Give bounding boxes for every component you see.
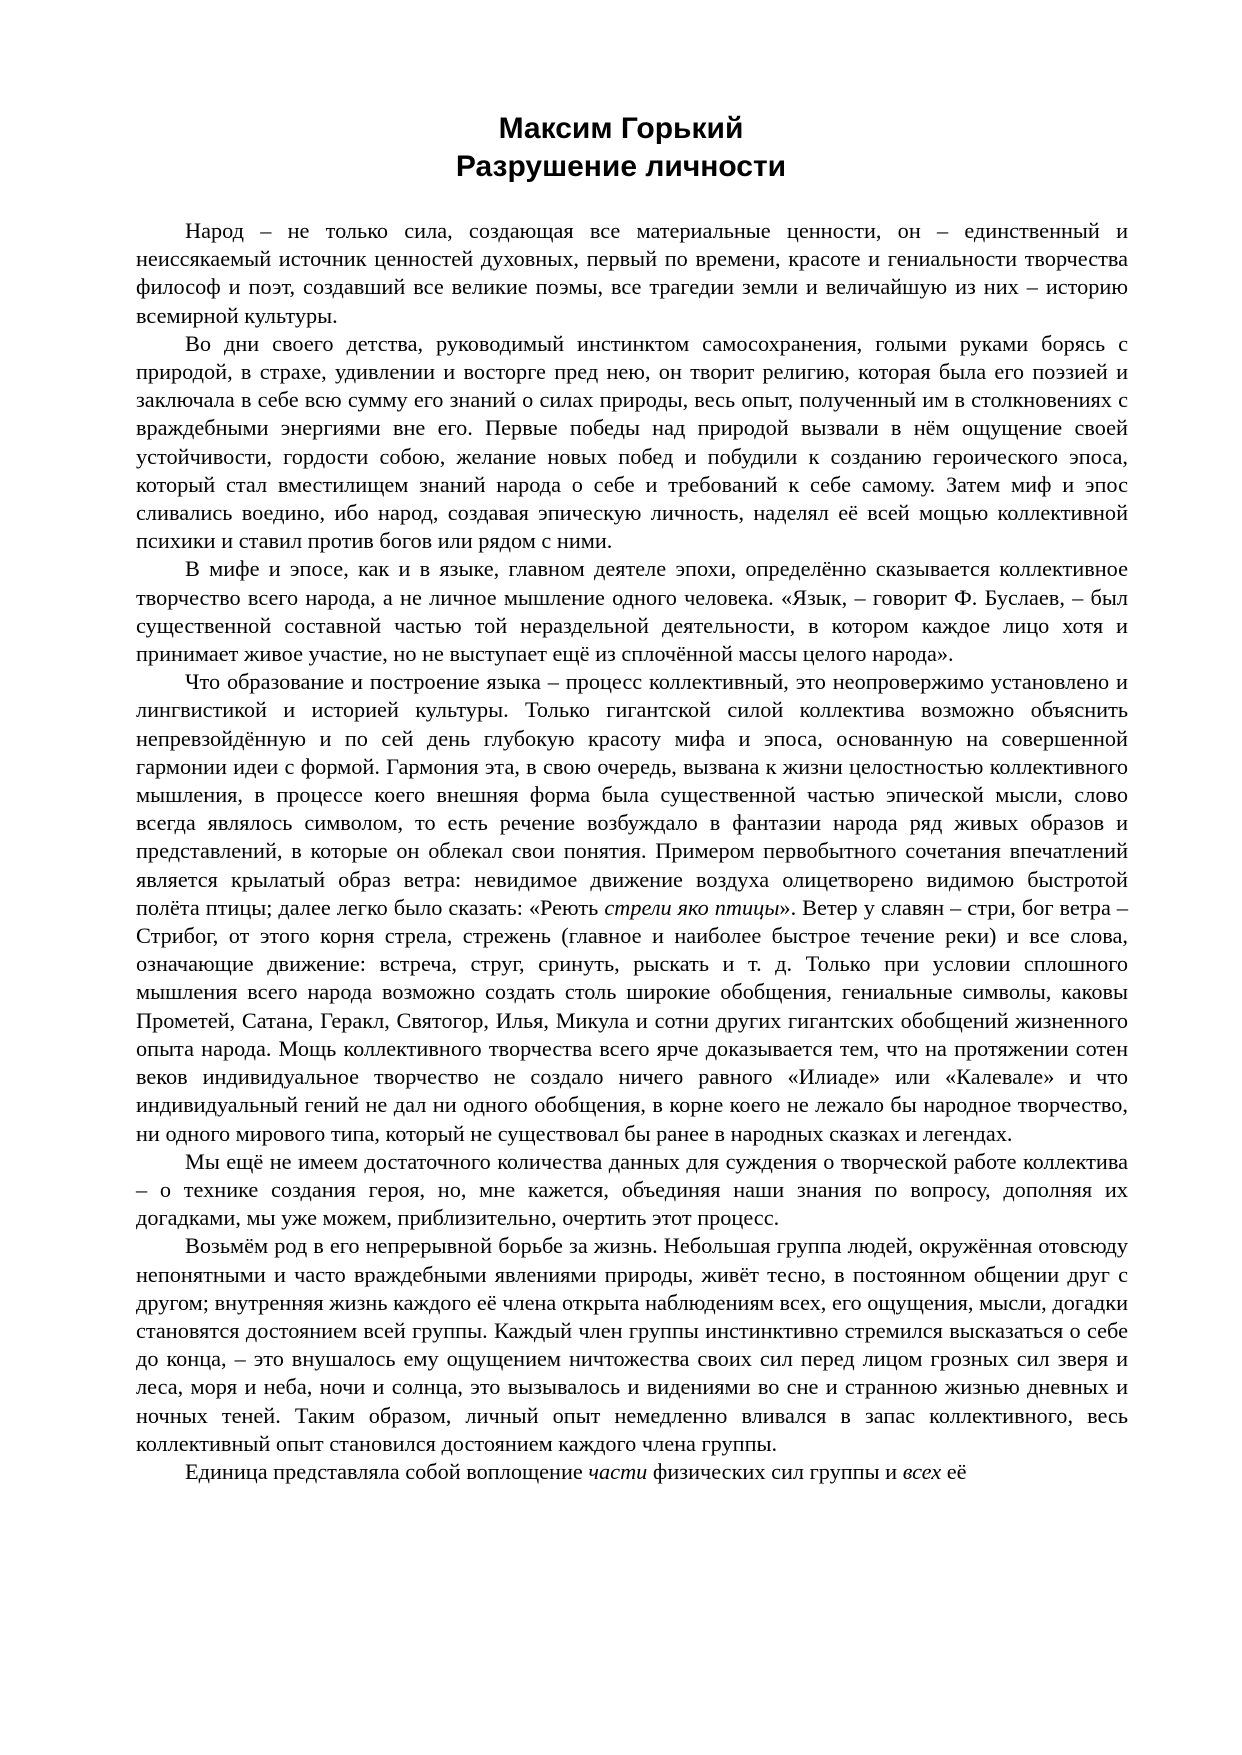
paragraph-6: Возьмём род в его непрерывной борьбе за жизнь. Небольшая группа людей, окружённая отовсюду непонятными и часто враждебными явлениями природы, живёт тесно, в постоянном общении друг с другом; внутренняя жизнь каждого её члена открыта наблюдениям всех, его ощущения, мысли, догадки становятся достоянием всей группы. Каждый член группы инстинктивно стремился высказаться о себе до конца, – это внушалось ему ощущением ничтожества своих сил перед лицом грозных сил зверя и леса, моря и неба, ночи и солнца, это вызывалось и видениями во сне и странною жизнью дневных и ночных теней. Таким образом, личный опыт немедленно вливался в запас коллективного, весь коллективный опыт становился достоянием каждого члена группы. — [136, 1233, 1128, 1456]
paragraph-7-text-2: физических сил группы и — [647, 1458, 903, 1484]
paragraph-3: В мифе и эпосе, как и в языке, главном деятеле эпохи, определённо сказывается коллективное творчество всего народа, а не личное мышление одного человека. «Язык, – говорит Ф. Буслаев, – был существенной составной частью той нераздельной деятельности, в котором каждое лицо хотя и принимает живое участие, но не выступает ещё из сплочённой массы целого народа». — [136, 556, 1128, 667]
paragraph-7-italic-1: части — [588, 1458, 648, 1484]
author-name: Максим Горький — [498, 112, 744, 145]
paragraph-7-text-3: её — [941, 1458, 967, 1484]
paragraph-4 — [136, 668, 1128, 1147]
paragraph-2: Во дни своего детства, руководимый инстинктом самосохранения, голыми руками борясь с природой, в страхе, удивлении и восторге пред нею, он творит религию, которая была его поэзией и заключала в себе всю сумму его знаний о силах природы, весь опыт, полученный им в столкновениях с враждебными энергиями вне его. Первые победы над природой вызвали в нём ощущение своей устойчивости, гордости собою, желание новых побед и побудили к созданию героического эпоса, который стал вместилищем знаний народа о себе и требований к себе самому. Затем миф и эпос сливались воедино, ибо народ, создавая эпическую личность, наделял её всей мощью коллективной психики и ставил против богов или рядом с ними. — [136, 330, 1128, 554]
paragraph-4-text-before: Что образование и построение языка – процесс коллективный, это неопровержимо установлено и лингвистикой и историей культуры. Только гигантской силой коллектива возможно объяснить непревзойдённую и по сей день глубокую красоту мифа и эпоса, основанную на совершенной гармонии идеи с формой. Гармония эта, в свою очередь, вызвана к жизни целостностью коллективного мышления, в процессе коего внешняя форма была существенной частью эпической мысли, слово всегда являлось символом, то есть речение возбуждало в фантазии народа ряд живых образов и представлений, в которые он облекал свои понятия. Примером первобытного сочетания впечатлений является крылатый образ ветра: невидимое движение воздуха олицетворено видимою быстротой полёта птицы; далее легко было сказать: «Реють — [136, 669, 1128, 920]
body-text — [136, 217, 1128, 1486]
paragraph-5: Мы ещё не имеем достаточного количества данных для суждения о творческой работе коллектива – о технике создания героя, но, мне кажется, объединяя наши знания по вопросу, дополняя их догадками, мы уже можем, приблизительно, очертить этот процесс. — [136, 1148, 1128, 1231]
paragraph-7 — [136, 1458, 1128, 1486]
document-title: Разрушение личности — [455, 150, 787, 183]
paragraph-7-italic-2: всех — [902, 1458, 942, 1484]
title-block — [0, 110, 1242, 186]
paragraph-7-text-1: Единица представляла собой воплощение — [185, 1458, 589, 1484]
paragraph-4-italic-quote: стрели яко птицы — [604, 894, 780, 920]
paragraph-1: Народ – не только сила, создающая все материальные ценности, он – единственный и неиссякаемый источник ценностей духовных, первый по времени, красоте и гениальности творчества философ и поэт, создавший все великие поэмы, все трагедии земли и величайшую из них – историю всемирной культуры. — [136, 218, 1128, 328]
paragraph-4-text-after: ». Ветер у славян – стри, бог ветра – Стрибог, от этого корня стрела, стрежень (главное и наиболее быстрое течение реки) и все слова, означающие движение: встреча, струг, сринуть, рыскать и т. д. Только при условии сплошного мышления всего народа возможно создать столь широкие обобщения, гениальные символы, каковы Прометей, Сатана, Геракл, Святогор, Илья, Микула и сотни других гигантских обобщений жизненного опыта народа. Мощь коллективного творчества всего ярче доказывается тем, что на протяжении сотен веков индивидуальное творчество не создало ничего равного «Илиаде» или «Калевале» и что индивидуальный гений не дал ни одного обобщения, в корне коего не лежало бы народное творчество, ни одного мирового типа, который не существовал бы ранее в народных сказках и легендах. — [136, 894, 1128, 1146]
